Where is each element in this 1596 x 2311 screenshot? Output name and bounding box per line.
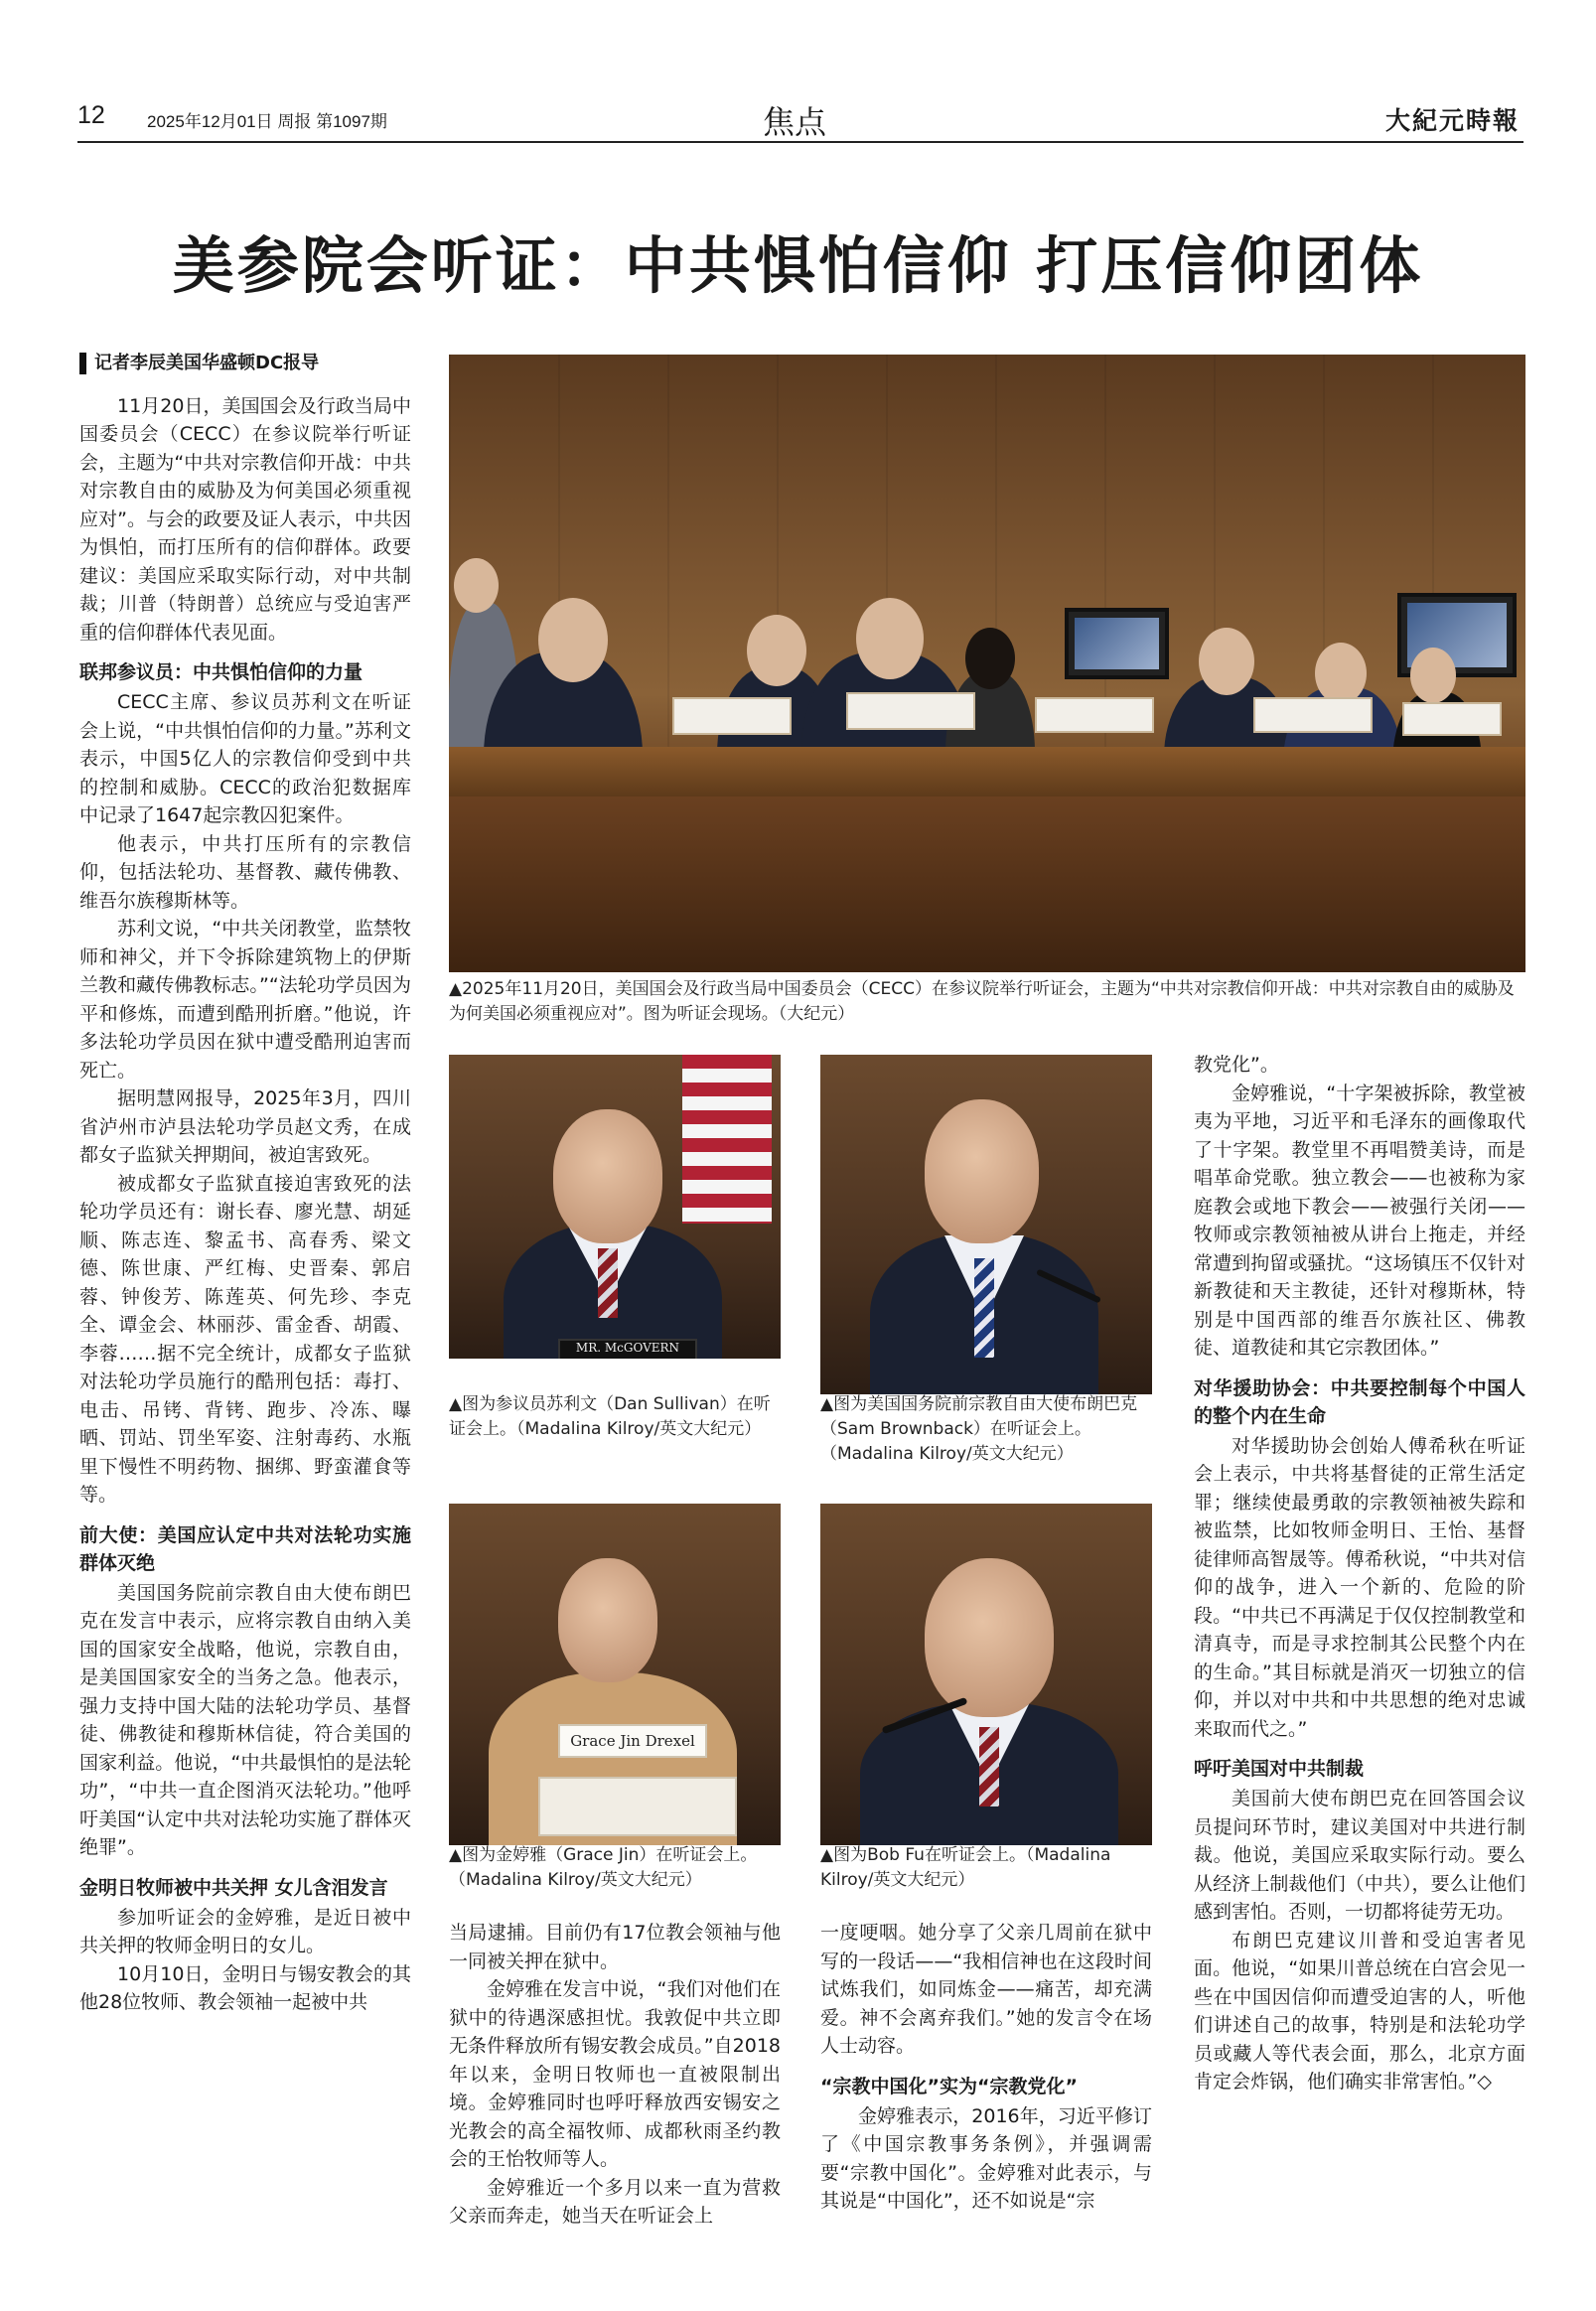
article-headline: 美参院会听证：中共惧怕信仰 打压信仰团体 bbox=[172, 229, 1424, 302]
sullivan-photo bbox=[449, 1055, 781, 1359]
byline-text: 记者李辰美国华盛顿DC报导 bbox=[94, 353, 320, 373]
paragraph: 被成都女子监狱直接迫害致死的法轮功学员还有：谢长春、廖光慧、胡延顺、陈志连、黎孟书、高春秀、梁文德、陈世康、严红梅、史晋秦、郭启蓉、钟俊芳、陈莲英、何先珍、李克全、谭金会、林丽莎、雷金香、胡霞、李蓉……据不完全统计，成都女子监狱对法轮功学员施行的酷刑包括：毒打、电击、吊铐、背铐、跑步、冷冻、曝晒、罚站、罚坐军姿、注射毒药、水瓶里下慢性不明药物、捆绑、野蛮灌食等等。 bbox=[79, 1172, 411, 1506]
intro-paragraph: 11月20日，美国国会及行政当局中国委员会（CECC）在参议院举行听证会，主题为“中共对宗教信仰开战：中共对宗教自由的威胁及为何美国必须重视应对”。与会的政要及证人表示，中共因为惧怕，而打压所有的信仰群体。政要建议：美国应采取实际行动，对中共制裁；川普（特朗普）总统应与受迫害严重的信仰群体代表见面。 bbox=[79, 394, 411, 644]
subheading: “宗教中国化”实为“宗教党化” bbox=[820, 2075, 1078, 2097]
paragraph: 据明慧网报导，2025年3月，四川省泸州市泸县法轮功学员赵文秀，在成都女子监狱关押期间，被迫害致死。 bbox=[79, 1087, 411, 1166]
paragraph: 金婷雅近一个多月以来一直为营救父亲而奔走，她当天在听证会上 bbox=[449, 2176, 781, 2227]
section-title: 焦点 bbox=[763, 103, 827, 141]
nameplate bbox=[672, 697, 792, 735]
newspaper-logo: 大紀元時報 bbox=[1384, 106, 1520, 135]
paragraph: 参加听证会的金婷雅，是近日被中共关押的牧师金明日的女儿。 bbox=[79, 1906, 411, 1956]
paragraph: 苏利文说，“中共关闭教堂，监禁牧师和神父，并下令拆除建筑物上的伊斯兰教和藏传佛教标志。”“法轮功学员因为平和修炼，而遭到酷刑折磨。”他说，许多法轮功学员因在狱中遭受酷刑迫害而死亡。 bbox=[79, 918, 411, 1082]
portrait-tie bbox=[598, 1248, 618, 1318]
hearing-table bbox=[449, 747, 1525, 796]
photo-caption: ▲图为参议员苏利文（Dan Sullivan）在听证会上。（Madalina Kilroy/英文大纪元） bbox=[449, 1394, 771, 1439]
monitor-screen bbox=[1065, 608, 1169, 679]
nameplate bbox=[1253, 697, 1373, 733]
byline-bar-icon bbox=[79, 353, 86, 374]
paragraph: 金婷雅说，“十字架被拆除，教堂被夷为平地，习近平和毛泽东的画像取代了十字架。教堂里不再唱赞美诗，而是唱革命党歌。独立教会——也被称为家庭教会或地下教会——被强行关闭——牧师或宗教领袖被从讲台上拖走，并经常遭到拘留或骚扰。“这场镇压不仅针对新教徒和天主教徒，还针对穆斯林，特别是中国西部的维吾尔族社区、佛教徒、道教徒和其它宗教团体。” bbox=[1194, 1082, 1525, 1359]
us-flag bbox=[682, 1055, 772, 1224]
paragraph: 10月10日，金明日与锡安教会的其他28位牧师、教会领袖一起被中共 bbox=[79, 1962, 411, 2013]
nameplate-base bbox=[538, 1777, 737, 1836]
subheading: 联邦参议员：中共惧怕信仰的力量 bbox=[79, 661, 363, 683]
paragraph: 他表示，中共打压所有的宗教信仰，包括法轮功、基督教、藏传佛教、维吾尔族穆斯林等。 bbox=[79, 832, 411, 912]
portrait-head bbox=[558, 1558, 657, 1682]
subheading: 金明日牧师被中共关押 女儿含泪发言 bbox=[79, 1876, 388, 1899]
nameplate bbox=[846, 692, 975, 730]
left-column bbox=[79, 350, 411, 2276]
middle-left-column bbox=[449, 1919, 781, 2276]
witness-head bbox=[747, 615, 806, 686]
paragraph: 一度哽咽。她分享了父亲几周前在狱中写的一段话——“我相信神也在这段时间试炼我们，如同炼金——痛苦，却充满爱。神不会离弃我们。”她的发言令在场人士动容。 bbox=[820, 1922, 1152, 2057]
audience-head bbox=[454, 558, 499, 613]
brownback-photo bbox=[820, 1055, 1152, 1394]
paragraph: 布朗巴克建议川普和受迫害者见面。他说，“如果川普总统在白宫会见一些在中国因信仰而遭受迫害的人，听他们讲述自己的故事，特别是和法轮功学员或藏人等代表会面，那么，北京方面肯定会炸锅，他们确实非常害怕。”◇ bbox=[1194, 1929, 1525, 2093]
subheading: 前大使：美国应认定中共对法轮功实施群体灭绝 bbox=[79, 1523, 411, 1574]
page-number: 12 bbox=[77, 101, 105, 129]
page-header bbox=[77, 95, 1523, 143]
grace-jin-photo bbox=[449, 1504, 781, 1845]
paragraph: 教党化”。 bbox=[1194, 1054, 1279, 1076]
portrait-head bbox=[925, 1099, 1039, 1243]
subheading: 呼吁美国对中共制裁 bbox=[1194, 1758, 1365, 1780]
photo-caption: ▲图为金婷雅（Grace Jin）在听证会上。（Madalina Kilroy/英文大纪元） bbox=[449, 1845, 758, 1890]
witness-head bbox=[1410, 648, 1456, 703]
paragraph: 金婷雅表示，2016年，习近平修订了《中国宗教事务条例》，并强调需要“宗教中国化”。金婷雅对此表示，与其说是“中国化”，还不如说是“宗 bbox=[820, 2104, 1152, 2212]
table-front bbox=[449, 796, 1525, 972]
bob-fu-photo bbox=[820, 1504, 1152, 1845]
witness-head bbox=[1199, 628, 1254, 695]
paragraph: 当局逮捕。目前仍有17位教会领袖与他一同被关押在狱中。 bbox=[449, 1922, 781, 1972]
issue-date: 2025年12月01日 周报 第1097期 bbox=[147, 112, 387, 131]
main-photo-caption: ▲2025年11月20日，美国国会及行政当局中国委员会（CECC）在参议院举行听证会，主题为“中共对宗教信仰开战：中共对宗教自由的威胁及为何美国必须重视应对”。图为听证会现场。（大纪元） bbox=[449, 979, 1515, 1024]
nameplate bbox=[1035, 697, 1154, 733]
paragraph: 美国国务院前宗教自由大使布朗巴克在发言中表示，应将宗教自由纳入美国的国家安全战略，他说，宗教自由，是美国国家安全的当务之急。他表示，强力支持中国大陆的法轮功学员、基督徒、佛教徒和穆斯林信徒，符合美国的国家利益。他说，“中共最惧怕的是法轮功”，“中共一直企图消灭法轮功。”他呼吁美国“认定中共对法轮功实施了群体灭绝罪”。 bbox=[79, 1581, 411, 1858]
byline bbox=[79, 350, 411, 378]
witness-head bbox=[1315, 643, 1367, 704]
photo-caption: ▲图为美国国务院前宗教自由大使布朗巴克（Sam Brownback）在听证会上。（Madalina Kilroy/英文大纪元） bbox=[820, 1394, 1138, 1464]
photo-caption: ▲图为Bob Fu在听证会上。（Madalina Kilroy/英文大纪元） bbox=[820, 1845, 1111, 1890]
portrait-head bbox=[925, 1558, 1054, 1717]
paragraph: CECC主席、参议员苏利文在听证会上说，“中共惧怕信仰的力量。”苏利文表示，中国5亿人的宗教信仰受到中共的控制和威胁。CECC的政治犯数据库中记录了1647起宗教囚犯案件。 bbox=[79, 691, 411, 826]
senator-head bbox=[538, 598, 608, 682]
nameplate bbox=[1402, 702, 1502, 736]
name-plate: Grace Jin Drexel bbox=[558, 1724, 707, 1758]
portrait-head bbox=[553, 1109, 662, 1243]
subheading: 对华援助协会：中共要控制每个中国人的整个内在生命 bbox=[1194, 1376, 1525, 1427]
portrait-tie bbox=[974, 1258, 994, 1358]
hearing-photo bbox=[449, 355, 1525, 972]
middle-right-column bbox=[820, 1919, 1152, 2276]
right-column bbox=[1194, 1051, 1525, 2276]
portrait-tie bbox=[979, 1727, 999, 1806]
paragraph: 金婷雅在发言中说，“我们对他们在狱中的待遇深感担忧。我敦促中共立即无条件释放所有锡安教会成员。”自2018年以来，金明日牧师也一直被限制出境。金婷雅同时也呼吁释放西安锡安之光教会的高全福牧师、成都秋雨圣约教会的王怡牧师等人。 bbox=[449, 1978, 781, 2170]
name-plate: MR. McGOVERN bbox=[558, 1339, 697, 1359]
paragraph: 美国前大使布朗巴克在回答国会议员提问环节时，建议美国对中共进行制裁。他说，美国应采取实际行动。要么从经济上制裁他们（中共），要么让他们感到害怕。否则，一切都将徒劳无功。 bbox=[1194, 1788, 1525, 1923]
witness-head bbox=[856, 598, 924, 679]
witness-head bbox=[965, 628, 1015, 689]
paragraph: 对华援助协会创始人傅希秋在听证会上表示，中共将基督徒的正常生活定罪；继续使最勇敢的宗教领袖被失踪和被监禁，比如牧师金明日、王怡、基督徒律师高智晟等。傅希秋说，“中共对信仰的战争，进入一个新的、危险的阶段。“中共已不再满足于仅仅控制教堂和清真寺，而是寻求控制其公民整个内在的生命。”其目标就是消灭一切独立的信仰，并以对中共和中共思想的绝对忠诚来取而代之。” bbox=[1194, 1434, 1525, 1740]
